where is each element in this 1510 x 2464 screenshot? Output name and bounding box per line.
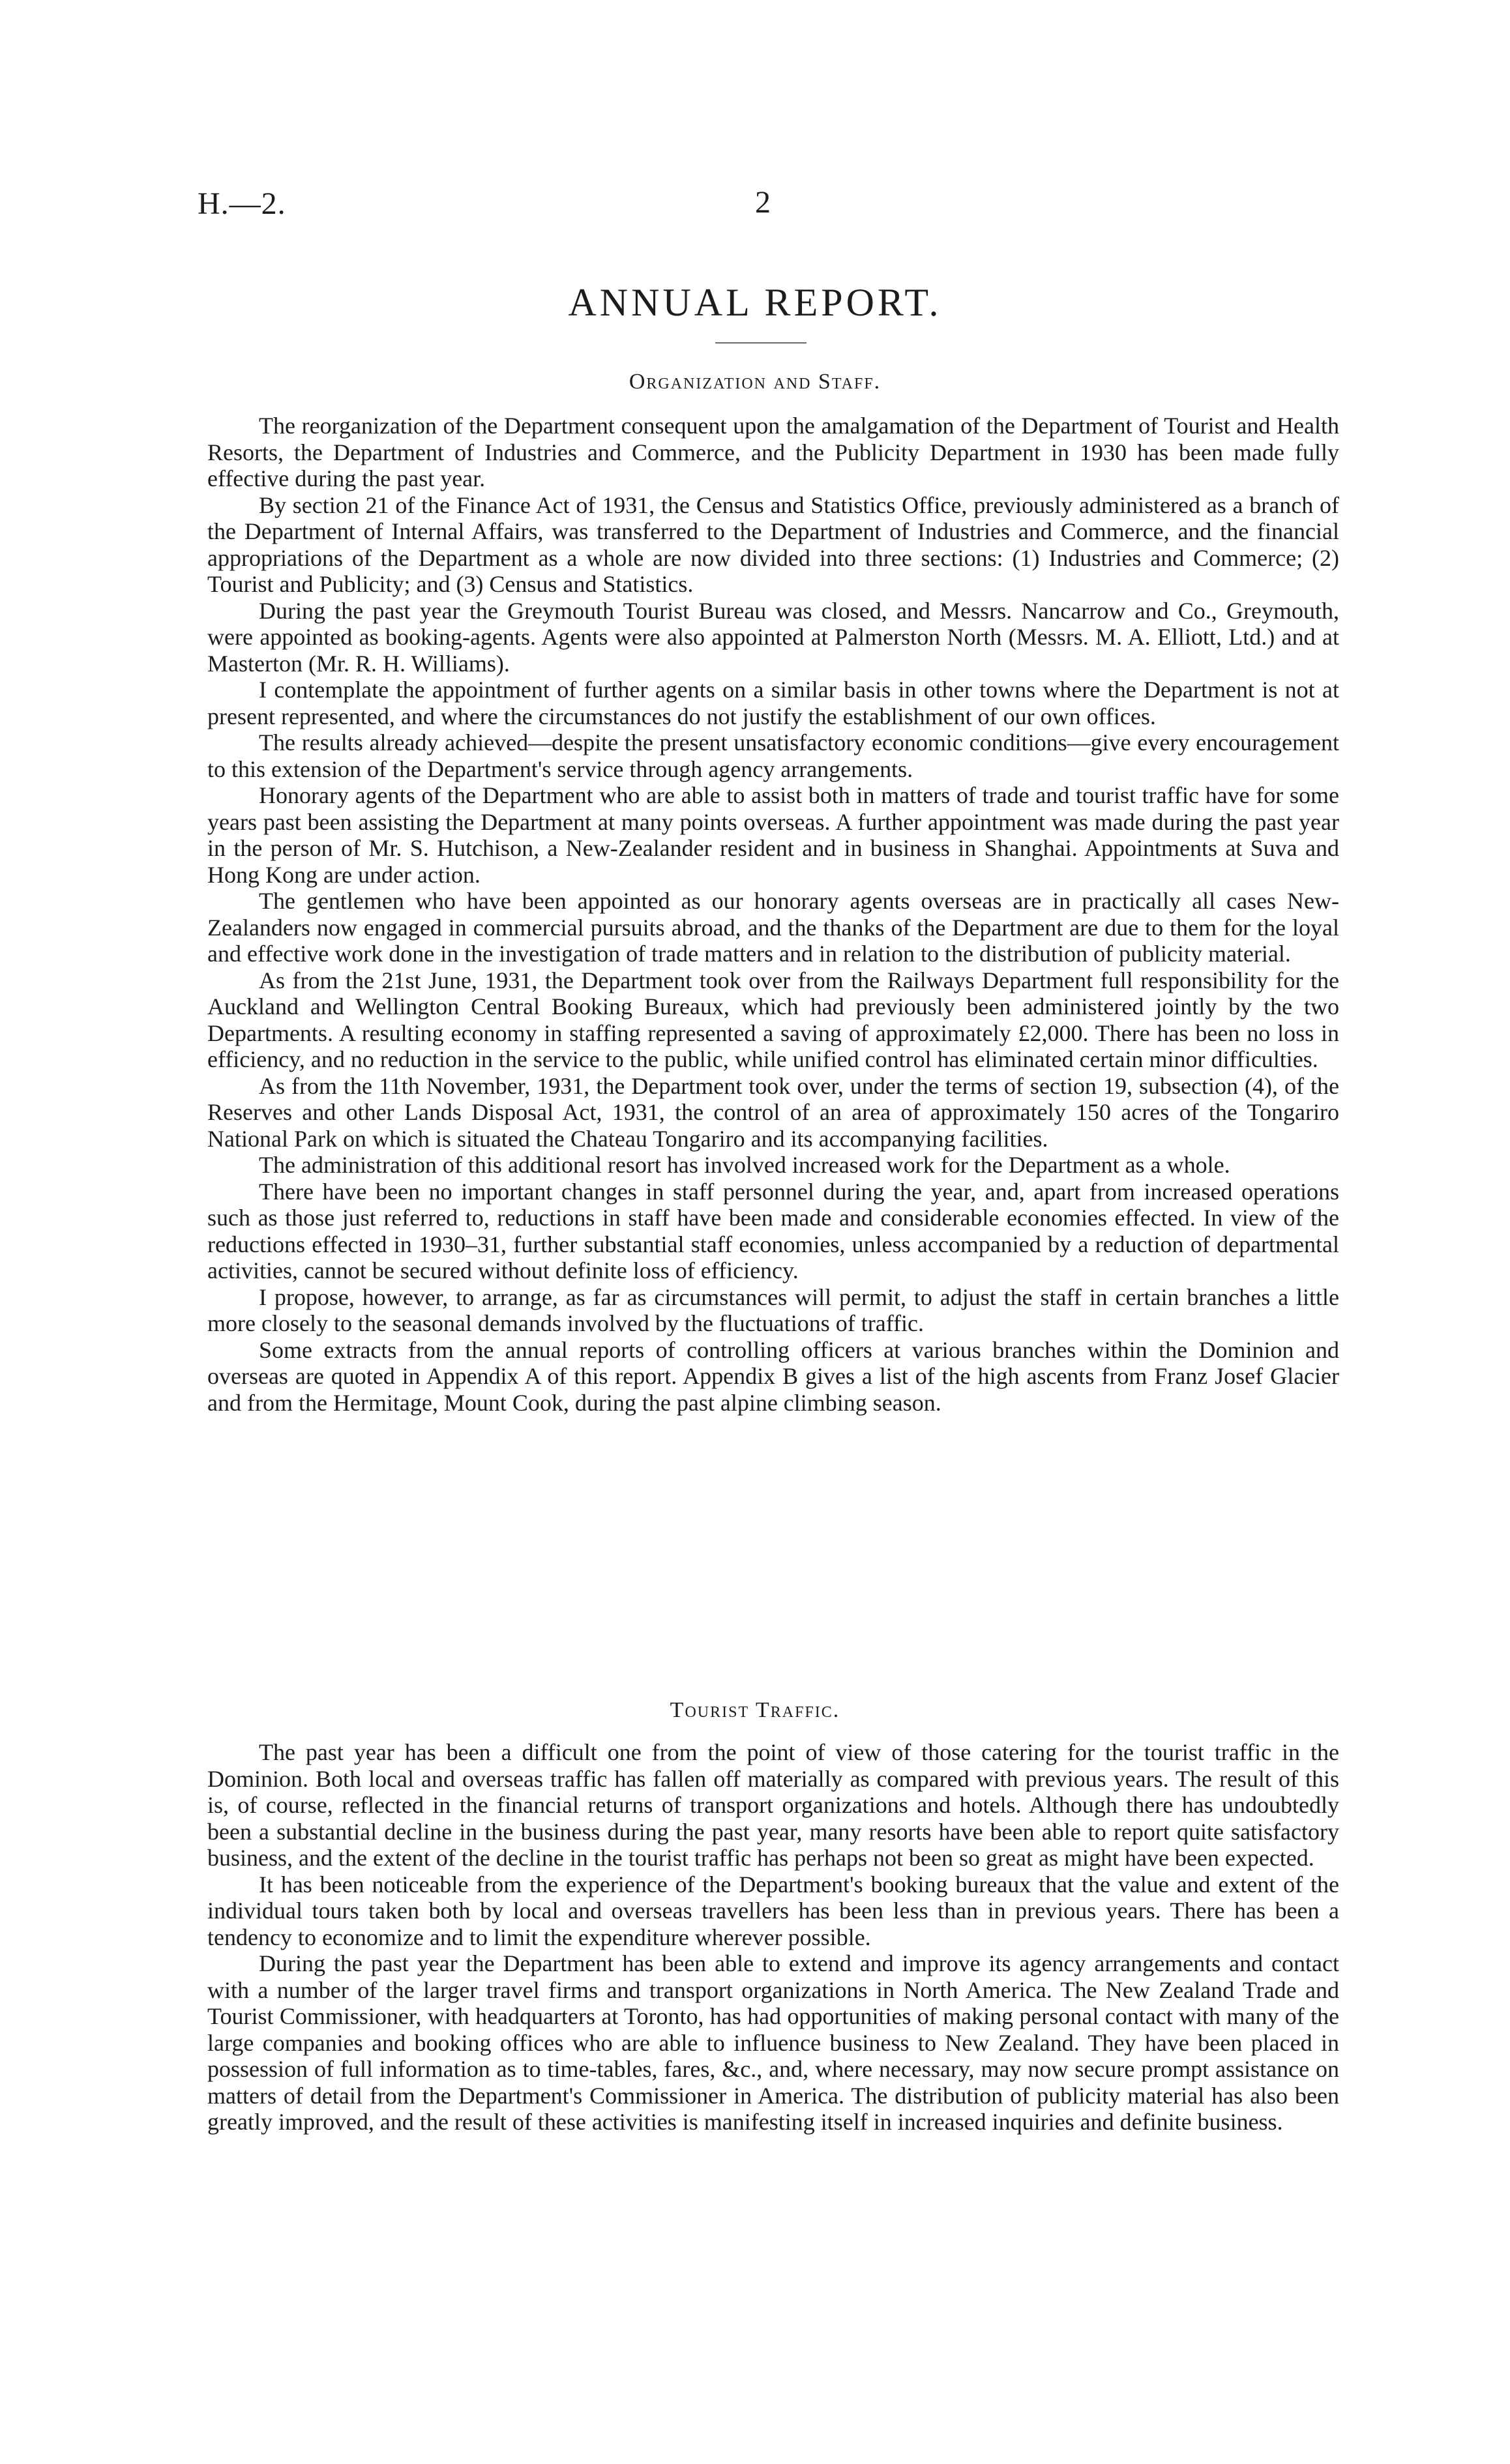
paragraph: There have been no important changes in staff personnel during the year, and, apart from increased operations such as those just referred to, reductions in staff have been made and considerable economies effected. In view of the reductions effected in 1930–31, further substantial staff economies, unless accompanied by a reduction of departmental activities, cannot be secured without definite loss of efficiency. (207, 1178, 1339, 1283)
paragraph: The reorganization of the Department consequent upon the amalgamation of the Department of Tourist and Health Resorts, the Department of Industries and Commerce, and the Publicity Department in 1930 has been made fully effective during the past year. (207, 413, 1339, 491)
paragraph: As from the 11th November, 1931, the Department took over, under the terms of section 19, subsection (4), of the Reserves and other Lands Disposal Act, 1931, the control of an area of approximately 150 acres of the Tongariro National Park on which is situated the Chateau Tongariro and its accompanying facilities. (207, 1072, 1339, 1152)
paragraph: Some extracts from the annual reports of controlling officers at various branches within the Dominion and overseas are quoted in Appendix A of this report. Appendix B gives a list of the high ascents from Franz Josef Glacier and from the Hermitage, Mount Cook, during the past alpine climbing season. (207, 1336, 1339, 1416)
section-heading-tourist-traffic: Tourist Traffic. (670, 1698, 840, 1722)
paragraph: The gentlemen who have been appointed as our honorary agents overseas are in practically all cases New-Zealanders now engaged in commercial pursuits abroad, and the thanks of the Department are due to them for the loyal and effective work done in the investigation of trade matters and in relation to the distribution of publicity material. (207, 888, 1339, 967)
page-number: 2 (755, 185, 771, 220)
tourist-traffic-body (207, 1739, 1339, 2135)
paragraph: The past year has been a difficult one from the point of view of those catering for the tourist traffic in the Dominion. Both local and overseas traffic has fallen off materially as compared with previous years. The result of this is, of course, reflected in the financial returns of transport organizations and hotels. Although there has undoubtedly been a substantial decline in the business during the past year, many resorts have been able to report quite satisfactory business, and the extent of the decline in the tourist traffic has perhaps not been so great as might have been expected. (207, 1739, 1339, 1871)
paragraph: Honorary agents of the Department who are able to assist both in matters of trade and tourist traffic have for some years past been assisting the Department at many points overseas. A further appointment was made during the past year in the person of Mr. S. Hutchison, a New-Zealander resident and in business in Shanghai. Appointments at Suva and Hong Kong are under action. (207, 782, 1339, 888)
section-heading-organization: Organization and Staff. (629, 370, 881, 394)
paragraph: As from the 21st June, 1931, the Department took over from the Railways Department full responsibility for the Auckland and Wellington Central Booking Bureaux, which had previously been administered jointly by the two Departments. A resulting economy in staffing represented a saving of approximately £2,000. There has been no loss in efficiency, and no reduction in the service to the public, while unified control has eliminated certain minor difficulties. (207, 967, 1339, 1072)
title-rule (715, 342, 807, 344)
page-reference: H.—2. (198, 186, 286, 221)
paragraph: During the past year the Department has been able to extend and improve its agency arrangements and contact with a number of the larger travel firms and transport organizations in North America. The New Zealand Trade and Tourist Commissioner, with headquarters at Toronto, has had opportunities of making personal contact with many of the large companies and booking offices who are able to influence business to New Zealand. They have been placed in possession of full information as to time-tables, fares, &c., and, where necessary, may now secure prompt assistance on matters of detail from the Department's Commissioner in America. The distribution of publicity material has also been greatly improved, and the result of these activities is manifesting itself in increased inquiries and definite business. (207, 1950, 1339, 2135)
paragraph: I contemplate the appointment of further agents on a similar basis in other towns where the Department is not at present represented, and where the circumstances do not justify the establishment of our own offices. (207, 677, 1339, 729)
paragraph: The administration of this additional resort has involved increased work for the Department as a whole. (259, 1152, 1230, 1178)
paragraph: By section 21 of the Finance Act of 1931, the Census and Statistics Office, previously administered as a branch of the Department of Internal Affairs, was transferred to the Department of Industries and Commerce, and the financial appropriations of the Department as a whole are now divided into three sections: (1) Industries and Commerce; (2) Tourist and Publicity; and (3) Census and Statistics. (207, 491, 1339, 597)
paragraph: During the past year the Greymouth Tourist Bureau was closed, and Messrs. Nancarrow and Co., Greymouth, were appointed as booking-agents. Agents were also appointed at Palmerston North (Messrs. M. A. Elliott, Ltd.) and at Masterton (Mr. R. H. Williams). (207, 597, 1339, 677)
organization-body (207, 413, 1339, 1416)
paragraph: It has been noticeable from the experience of the Department's booking bureaux that the value and extent of the individual tours taken both by local and overseas travellers has been less than in previous years. There has been a tendency to economize and to limit the expenditure wherever possible. (207, 1871, 1339, 1950)
report-title: ANNUAL REPORT. (568, 281, 942, 324)
paragraph: The results already achieved—despite the present unsatisfactory economic conditions—give every encouragement to this extension of the Department's service through agency arrangements. (207, 729, 1339, 782)
paragraph: I propose, however, to arrange, as far as circumstances will permit, to adjust the staff in certain branches a little more closely to the seasonal demands involved by the fluctuations of traffic. (207, 1283, 1339, 1336)
